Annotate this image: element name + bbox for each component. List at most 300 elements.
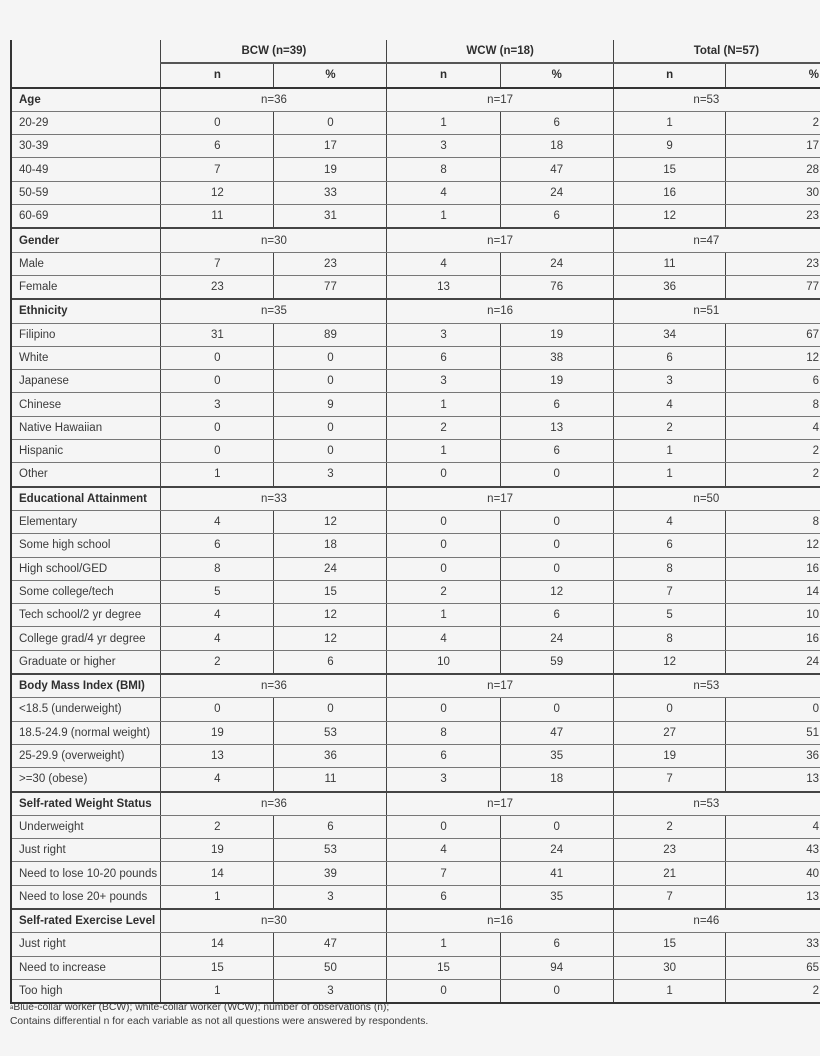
cell-wcw-percent: 0 [500,557,613,580]
table-row [11,510,820,533]
cell-bcw-percent: 0 [274,370,387,393]
cell-bcw-n: 15 [161,956,274,979]
cell-wcw-n: 3 [387,768,500,792]
cell-total-n: 5 [613,604,726,627]
cell-wcw-n: 1 [387,440,500,463]
section-n-bcw: n=36 [161,88,387,112]
row-label: 25-29.9 (overweight) [11,744,161,767]
cell-total-percent: 12 [726,534,820,557]
section-n-wcw: n=17 [387,487,613,511]
cell-total-n: 1 [613,111,726,134]
cell-total-percent: 8 [726,510,820,533]
cell-total-n: 6 [613,534,726,557]
footnote-line-1: $^a$Blue-collar worker (BCW); white-collar worker (WCW); number of observations (n); [10,1002,390,1013]
section-n-wcw: n=17 [387,674,613,698]
table-row [11,839,820,862]
section-n-bcw: n=30 [161,909,387,933]
cell-bcw-n: 12 [161,181,274,204]
cell-total-n: 2 [613,416,726,439]
section-n-total: n=47 [613,228,820,252]
section-title: Gender [11,228,161,252]
cell-total-percent: 2 [726,111,820,134]
cell-wcw-percent: 6 [500,393,613,416]
sub-header-percent: % [500,63,613,87]
cell-total-percent: 28 [726,158,820,181]
row-label: Some college/tech [11,580,161,603]
cell-total-n: 12 [613,650,726,674]
section-title: Age [11,88,161,112]
cell-bcw-percent: 12 [274,510,387,533]
cell-bcw-percent: 6 [274,650,387,674]
row-label: Need to lose 10-20 pounds [11,862,161,885]
cell-wcw-n: 15 [387,956,500,979]
row-label: 30-39 [11,135,161,158]
cell-wcw-percent: 59 [500,650,613,674]
row-label: Some high school [11,534,161,557]
cell-bcw-percent: 31 [274,205,387,229]
cell-bcw-percent: 12 [274,604,387,627]
table-row [11,885,820,909]
cell-wcw-percent: 0 [500,463,613,487]
cell-bcw-percent: 12 [274,627,387,650]
section-title: Self-rated Weight Status [11,792,161,816]
section-header-row [11,674,820,698]
cell-bcw-percent: 0 [274,698,387,721]
cell-wcw-percent: 19 [500,370,613,393]
cell-bcw-n: 3 [161,393,274,416]
cell-bcw-n: 6 [161,534,274,557]
table-row [11,650,820,674]
cell-bcw-n: 4 [161,768,274,792]
table-row [11,275,820,299]
table-row [11,580,820,603]
cell-total-percent: 14 [726,580,820,603]
cell-bcw-n: 14 [161,862,274,885]
cell-total-percent: 23 [726,252,820,275]
cell-total-percent: 40 [726,862,820,885]
group-header-wcw: WCW (n=18) [387,40,613,63]
cell-total-percent: 36 [726,744,820,767]
section-header-row [11,228,820,252]
cell-total-percent: 4 [726,416,820,439]
cell-total-percent: 33 [726,933,820,956]
cell-total-n: 2 [613,815,726,838]
cell-total-percent: 65 [726,956,820,979]
cell-total-n: 36 [613,275,726,299]
cell-total-n: 7 [613,768,726,792]
cell-wcw-n: 0 [387,979,500,1003]
cell-total-n: 11 [613,252,726,275]
cell-wcw-percent: 24 [500,252,613,275]
row-label: Need to increase [11,956,161,979]
cell-bcw-n: 7 [161,252,274,275]
cell-wcw-percent: 47 [500,721,613,744]
row-label: 18.5-24.9 (normal weight) [11,721,161,744]
cell-bcw-percent: 3 [274,979,387,1003]
cell-wcw-n: 2 [387,580,500,603]
cell-wcw-n: 13 [387,275,500,299]
cell-wcw-percent: 35 [500,885,613,909]
row-label: Female [11,275,161,299]
cell-bcw-n: 11 [161,205,274,229]
row-label: College grad/4 yr degree [11,627,161,650]
cell-total-percent: 10 [726,604,820,627]
cell-total-n: 0 [613,698,726,721]
cell-bcw-n: 4 [161,604,274,627]
cell-total-percent: 23 [726,205,820,229]
table-row [11,323,820,346]
cell-total-percent: 17 [726,135,820,158]
cell-bcw-percent: 36 [274,744,387,767]
group-header-row [11,40,820,63]
cell-wcw-n: 6 [387,885,500,909]
cell-bcw-percent: 0 [274,346,387,369]
row-label: Native Hawaiian [11,416,161,439]
cell-bcw-percent: 0 [274,440,387,463]
cell-wcw-n: 0 [387,463,500,487]
cell-wcw-n: 0 [387,815,500,838]
section-n-wcw: n=17 [387,228,613,252]
table-row [11,862,820,885]
cell-total-n: 7 [613,885,726,909]
cell-wcw-n: 6 [387,744,500,767]
cell-bcw-n: 0 [161,698,274,721]
row-label: Chinese [11,393,161,416]
cell-bcw-n: 23 [161,275,274,299]
row-label: Too high [11,979,161,1003]
table-row [11,956,820,979]
row-label: Male [11,252,161,275]
row-label: Just right [11,933,161,956]
cell-bcw-percent: 39 [274,862,387,885]
table-row [11,158,820,181]
cell-bcw-n: 19 [161,839,274,862]
cell-wcw-n: 0 [387,510,500,533]
cell-total-percent: 77 [726,275,820,299]
cell-total-percent: 43 [726,839,820,862]
demographics-table [10,40,820,1004]
cell-total-percent: 13 [726,768,820,792]
row-label: 50-59 [11,181,161,204]
cell-bcw-percent: 53 [274,839,387,862]
cell-bcw-percent: 50 [274,956,387,979]
group-header-total: Total (N=57) [613,40,820,63]
sub-header-percent: % [274,63,387,87]
table-row [11,393,820,416]
row-label: 60-69 [11,205,161,229]
row-label: 40-49 [11,158,161,181]
table-row [11,627,820,650]
cell-wcw-n: 3 [387,323,500,346]
cell-total-n: 15 [613,158,726,181]
cell-wcw-percent: 0 [500,815,613,838]
section-n-total: n=46 [613,909,820,933]
cell-wcw-percent: 0 [500,979,613,1003]
cell-wcw-n: 0 [387,698,500,721]
row-label: >=30 (obese) [11,768,161,792]
table-row [11,557,820,580]
cell-bcw-n: 4 [161,627,274,650]
cell-bcw-percent: 17 [274,135,387,158]
demographics-table-container [10,40,820,1004]
footnote-marker: a [10,1005,14,1011]
cell-wcw-percent: 35 [500,744,613,767]
cell-bcw-percent: 9 [274,393,387,416]
section-n-bcw: n=35 [161,299,387,323]
cell-wcw-n: 8 [387,721,500,744]
cell-bcw-n: 19 [161,721,274,744]
section-title: Self-rated Exercise Level [11,909,161,933]
cell-wcw-percent: 94 [500,956,613,979]
row-label: Hispanic [11,440,161,463]
cell-bcw-n: 6 [161,135,274,158]
table-row [11,252,820,275]
cell-total-n: 12 [613,205,726,229]
cell-wcw-percent: 13 [500,416,613,439]
cell-total-n: 8 [613,557,726,580]
table-row [11,416,820,439]
cell-bcw-percent: 33 [274,181,387,204]
table-row [11,604,820,627]
cell-wcw-n: 6 [387,346,500,369]
cell-bcw-percent: 19 [274,158,387,181]
cell-bcw-percent: 47 [274,933,387,956]
cell-wcw-n: 4 [387,181,500,204]
cell-wcw-n: 2 [387,416,500,439]
section-n-total: n=53 [613,792,820,816]
cell-total-percent: 2 [726,440,820,463]
cell-bcw-n: 31 [161,323,274,346]
footnote-line-2: Contains differential n for each variable as not all questions were answered by respondents. [10,1015,429,1027]
section-n-total: n=50 [613,487,820,511]
cell-total-n: 16 [613,181,726,204]
cell-bcw-n: 1 [161,979,274,1003]
cell-total-percent: 24 [726,650,820,674]
cell-bcw-percent: 18 [274,534,387,557]
cell-total-percent: 30 [726,181,820,204]
cell-total-percent: 67 [726,323,820,346]
cell-total-n: 6 [613,346,726,369]
cell-wcw-n: 1 [387,111,500,134]
cell-wcw-n: 1 [387,393,500,416]
cell-wcw-percent: 38 [500,346,613,369]
cell-wcw-percent: 6 [500,111,613,134]
cell-total-percent: 16 [726,627,820,650]
row-label: Underweight [11,815,161,838]
cell-bcw-n: 2 [161,650,274,674]
cell-bcw-percent: 3 [274,885,387,909]
sub-header-n: n [387,63,500,87]
cell-bcw-percent: 24 [274,557,387,580]
corner-cell [11,40,161,88]
cell-total-percent: 2 [726,463,820,487]
cell-wcw-n: 4 [387,627,500,650]
row-label: Other [11,463,161,487]
section-header-row [11,909,820,933]
cell-wcw-percent: 6 [500,604,613,627]
section-header-row [11,792,820,816]
cell-wcw-n: 0 [387,534,500,557]
cell-bcw-percent: 15 [274,580,387,603]
sub-header-percent: % [726,63,820,87]
cell-total-n: 21 [613,862,726,885]
cell-total-percent: 51 [726,721,820,744]
table-row [11,440,820,463]
section-header-row [11,299,820,323]
cell-bcw-n: 5 [161,580,274,603]
row-label: Tech school/2 yr degree [11,604,161,627]
cell-bcw-n: 13 [161,744,274,767]
table-row [11,933,820,956]
cell-bcw-n: 0 [161,346,274,369]
cell-wcw-n: 8 [387,158,500,181]
row-label: Filipino [11,323,161,346]
cell-wcw-n: 4 [387,252,500,275]
row-label: Need to lose 20+ pounds [11,885,161,909]
cell-bcw-n: 8 [161,557,274,580]
table-row [11,744,820,767]
cell-wcw-percent: 24 [500,627,613,650]
cell-bcw-percent: 77 [274,275,387,299]
cell-total-n: 1 [613,463,726,487]
table-row [11,979,820,1003]
row-label: Elementary [11,510,161,533]
cell-bcw-percent: 0 [274,416,387,439]
cell-total-n: 4 [613,510,726,533]
cell-wcw-n: 7 [387,862,500,885]
table-footnote [10,1001,428,1028]
cell-wcw-percent: 19 [500,323,613,346]
cell-wcw-n: 3 [387,370,500,393]
cell-bcw-percent: 89 [274,323,387,346]
table-row [11,370,820,393]
section-n-bcw: n=36 [161,674,387,698]
section-n-bcw: n=33 [161,487,387,511]
cell-total-n: 4 [613,393,726,416]
cell-wcw-percent: 76 [500,275,613,299]
cell-total-percent: 16 [726,557,820,580]
cell-bcw-percent: 23 [274,252,387,275]
cell-total-n: 3 [613,370,726,393]
section-title: Educational Attainment [11,487,161,511]
table-row [11,534,820,557]
cell-wcw-percent: 24 [500,181,613,204]
cell-total-percent: 4 [726,815,820,838]
cell-bcw-percent: 11 [274,768,387,792]
section-n-bcw: n=36 [161,792,387,816]
section-title: Body Mass Index (BMI) [11,674,161,698]
cell-total-n: 8 [613,627,726,650]
cell-bcw-n: 14 [161,933,274,956]
cell-total-n: 1 [613,979,726,1003]
section-n-total: n=51 [613,299,820,323]
section-n-wcw: n=16 [387,299,613,323]
cell-bcw-n: 0 [161,440,274,463]
cell-bcw-n: 1 [161,463,274,487]
table-row [11,698,820,721]
group-header-bcw: BCW (n=39) [161,40,387,63]
cell-wcw-percent: 12 [500,580,613,603]
cell-total-n: 34 [613,323,726,346]
cell-bcw-percent: 3 [274,463,387,487]
row-label: 20-29 [11,111,161,134]
cell-wcw-percent: 47 [500,158,613,181]
cell-wcw-n: 3 [387,135,500,158]
cell-total-percent: 6 [726,370,820,393]
cell-bcw-n: 1 [161,885,274,909]
table-row [11,346,820,369]
row-label: Just right [11,839,161,862]
section-n-bcw: n=30 [161,228,387,252]
cell-total-percent: 2 [726,979,820,1003]
table-row [11,815,820,838]
section-n-total: n=53 [613,674,820,698]
row-label: High school/GED [11,557,161,580]
section-title: Ethnicity [11,299,161,323]
section-header-row [11,88,820,112]
table-row [11,768,820,792]
cell-bcw-n: 0 [161,370,274,393]
section-n-wcw: n=16 [387,909,613,933]
cell-wcw-percent: 18 [500,768,613,792]
cell-total-percent: 8 [726,393,820,416]
table-row [11,721,820,744]
cell-wcw-percent: 0 [500,534,613,557]
sub-header-n: n [161,63,274,87]
cell-wcw-n: 1 [387,933,500,956]
cell-wcw-percent: 0 [500,698,613,721]
table-row [11,463,820,487]
cell-total-n: 9 [613,135,726,158]
cell-bcw-n: 0 [161,111,274,134]
cell-total-n: 15 [613,933,726,956]
cell-wcw-percent: 24 [500,839,613,862]
cell-bcw-n: 4 [161,510,274,533]
cell-total-percent: 0 [726,698,820,721]
section-header-row [11,487,820,511]
row-label: <18.5 (underweight) [11,698,161,721]
sub-header-n: n [613,63,726,87]
table-row [11,205,820,229]
cell-wcw-n: 1 [387,205,500,229]
row-label: White [11,346,161,369]
cell-wcw-percent: 6 [500,440,613,463]
row-label: Japanese [11,370,161,393]
section-n-total: n=53 [613,88,820,112]
section-n-wcw: n=17 [387,792,613,816]
cell-bcw-percent: 53 [274,721,387,744]
cell-total-percent: 13 [726,885,820,909]
cell-total-n: 1 [613,440,726,463]
cell-bcw-n: 2 [161,815,274,838]
cell-wcw-percent: 18 [500,135,613,158]
cell-bcw-percent: 0 [274,111,387,134]
table-row [11,181,820,204]
cell-wcw-percent: 41 [500,862,613,885]
cell-total-percent: 12 [726,346,820,369]
cell-bcw-n: 7 [161,158,274,181]
table-row [11,135,820,158]
cell-bcw-n: 0 [161,416,274,439]
table-row [11,111,820,134]
cell-wcw-n: 0 [387,557,500,580]
cell-total-n: 19 [613,744,726,767]
cell-wcw-n: 4 [387,839,500,862]
cell-total-n: 27 [613,721,726,744]
section-n-wcw: n=17 [387,88,613,112]
cell-total-n: 30 [613,956,726,979]
cell-wcw-percent: 6 [500,205,613,229]
